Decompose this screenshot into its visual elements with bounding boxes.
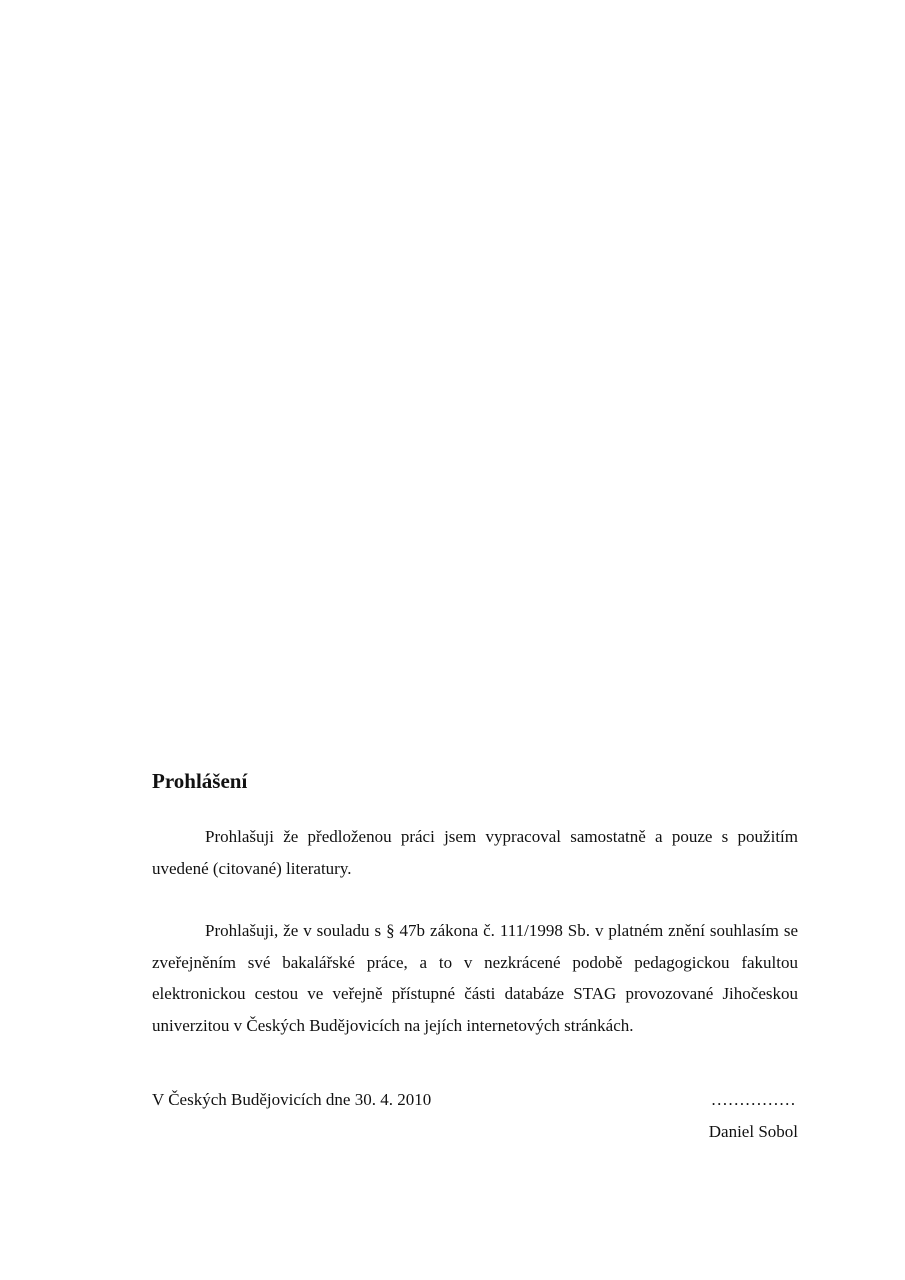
signature-line: …………… — [710, 1090, 796, 1109]
declaration-paragraph-2: Prohlašuji, že v souladu s § 47b zákona č. 111/1998 Sb. v platném znění souhlasím se zveřejněním své bakalářské práce, a to v nezkrácené podobě pedagogickou fakultou elektronickou cestou ve veřejně přístupné části databáze STAG provozované Jihočeskou univerzitou v Českých Budějovicích na jejích internetových stránkách. — [152, 921, 798, 1035]
place-and-date: V Českých Budějovicích dne 30. 4. 2010 — [152, 1090, 432, 1109]
declaration-paragraph-1: Prohlašuji že předloženou práci jsem vypracoval samostatně a pouze s použitím uvedené (citované) literatury. — [152, 827, 798, 878]
declaration-heading: Prohlášení — [152, 769, 248, 793]
signature-block — [709, 1084, 798, 1148]
signature-name: Daniel Sobol — [708, 1122, 798, 1141]
